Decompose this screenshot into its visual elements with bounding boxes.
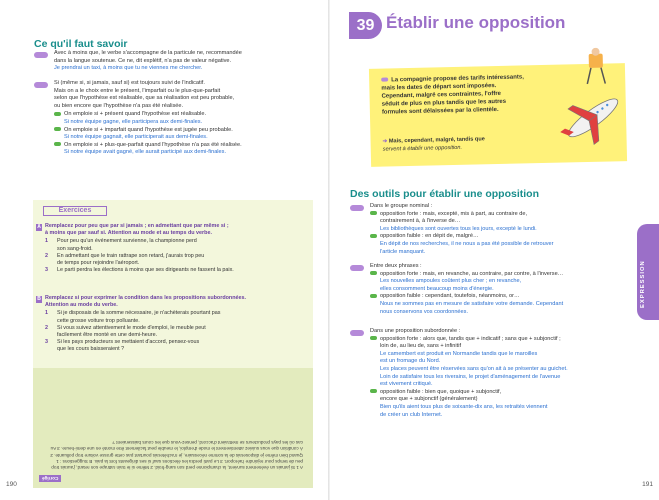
note-line: Mais, cependant, malgré, tandis que <box>388 136 485 145</box>
exercise-item <box>45 339 309 353</box>
exercise-b-instruction: Remplacez si pour exprimer la condition dans les propositions subordonnées. <box>45 295 246 301</box>
page-number-right: 191 <box>642 481 653 488</box>
intro-note <box>383 135 563 154</box>
exercise-b <box>45 295 309 354</box>
text-line: dans la langue soutenue. Ce ne, dit explétif, n'a pas de valeur négative. <box>54 57 232 64</box>
sub-bullet-icon <box>54 142 61 146</box>
text-line: Mais on a le choix entre le présent, l'imparfait ou le plus-que-parfait <box>54 87 221 94</box>
example-present: Si notre équipe gagne, elle participera aux demi-finales. <box>64 118 203 125</box>
paragraph-si-indicatif <box>54 80 316 157</box>
rule-line: opposition faible : bien que, quoique + subjonctif, <box>380 388 502 395</box>
item-text: Le parti perdra les élections à moins que ses dirigeants ne fassent la paix. <box>57 267 234 274</box>
rule-line: opposition faible : en dépit de, malgré… <box>380 233 479 240</box>
bullet-icon <box>34 82 48 88</box>
rule-line: opposition faible : cependant, toutefois, néanmoins, or… <box>380 293 520 300</box>
side-tab-label: EXPRESSION <box>640 260 646 308</box>
example-line: Nous ne sommes pas en mesure de satisfaire votre demande. Cependant <box>380 300 564 307</box>
group-subordonnee <box>370 328 634 419</box>
example-line: Le camembert est produit en Normandie tandis que le maroilles <box>380 350 538 357</box>
item-number: 1 <box>45 238 48 245</box>
sub-bullet-icon <box>54 112 61 116</box>
rule-present: On emploie si + présent quand l'hypothèse est réalisable. <box>64 111 207 118</box>
chapter-title: Établir une opposition <box>386 13 566 32</box>
exercise-a-instruction: Remplacez pour peu que par si jamais ; en admettant que par même si ; <box>45 223 229 229</box>
rule-line: contrairement à, à l'inverse de… <box>380 218 461 225</box>
exercises-title: Exercices <box>43 206 107 216</box>
exercise-a <box>45 223 309 274</box>
arrow-icon: ➔ <box>382 138 388 145</box>
side-tab-expression <box>637 224 659 320</box>
page-number-left: 190 <box>6 481 17 488</box>
group-nominal <box>370 203 632 256</box>
item-text: Pour peu qu'un événement survienne, la championne perd <box>57 238 197 245</box>
text-line: Si (même si, si jamais, sauf si) est toujours suivi de l'indicatif. <box>54 80 205 86</box>
text-line: selon que l'hypothèse est réalisable, que sa réalisation est peu probable, <box>54 95 235 102</box>
bullet-icon <box>34 52 48 58</box>
rule-line: opposition forte : alors que, tandis que + indicatif ; sans que + subjonctif ; <box>380 335 561 342</box>
rule-plus-que-parfait: On emploie si + plus-que-parfait quand l'hypothèse n'a pas été réalisée. <box>64 141 242 148</box>
bullet-icon <box>350 265 364 271</box>
group-deux-phrases <box>370 263 632 316</box>
item-text: facilement être monté en une demi-heure. <box>57 332 158 339</box>
bullet-icon <box>350 205 364 211</box>
item-text: Si je disposais de la somme nécessaire, je n'achèterais pourtant pas <box>57 310 221 317</box>
intro-line: La compagnie propose des tarifs intéressants, <box>391 74 524 84</box>
example-line: est un fromage du Nord. <box>380 358 441 365</box>
example-line: En dépit de nos recherches, il ne nous a pas été possible de retrouver <box>380 240 554 247</box>
item-text: son sang-froid. <box>57 245 93 252</box>
text-line: Avec à moins que, le verbe s'accompagne de la particule ne, recommandée <box>54 50 242 56</box>
sub-bullet-icon <box>54 127 61 131</box>
item-text: Si les pays producteurs se mettaient d'accord, pensez-vous <box>57 339 200 346</box>
bullet-icon <box>381 78 388 82</box>
item-text: de temps pour rejoindre l'aéroport. <box>57 260 140 267</box>
rule-line: encore que + subjonctif (généralement) <box>380 396 478 403</box>
exercise-item <box>45 267 309 274</box>
airplane-illustration <box>559 47 627 158</box>
rule-line: opposition forte : mais, en revanche, au contraire, par contre, à l'inverse… <box>380 270 564 277</box>
item-number: 3 <box>45 339 48 346</box>
item-number: 1 <box>45 310 48 317</box>
right-page <box>330 0 659 500</box>
paragraph-ne-expletif <box>54 50 314 73</box>
example-line: Je prendrai un taxi, à moins que tu ne viennes me chercher. <box>54 65 203 72</box>
group-title: Entre deux phrases : <box>370 263 422 269</box>
group-title: Dans le groupe nominal : <box>370 203 433 209</box>
left-page <box>0 0 329 500</box>
bullet-icon <box>350 330 364 336</box>
item-text: Si vous suivez attentivement le mode d'emploi, le meuble peut <box>57 324 206 331</box>
sub-bullet-icon <box>370 271 377 275</box>
exercise-item <box>45 310 309 324</box>
exercise-a-instruction: à moins que par sauf si. Attention au mode et au temps du verbe. <box>45 230 212 237</box>
exercise-b-instruction: Attention au mode du verbe. <box>45 302 118 309</box>
exercise-a-label: A <box>37 224 41 230</box>
example-line: est vivement critiqué. <box>380 381 433 388</box>
intro-line: Cependant, malgré ces contraintes, l'offre <box>381 90 502 100</box>
intro-text <box>381 73 552 117</box>
item-number: 2 <box>45 324 48 331</box>
example-line: l'article manquant. <box>380 248 426 255</box>
item-text: que les cours baisseraient ? <box>57 346 125 353</box>
item-text: En admettant que le train rattrape son retard, j'aurais trop peu <box>57 252 205 259</box>
exercise-item <box>45 325 309 339</box>
section-title-ce-qu-il-faut-savoir: Ce qu'il faut savoir <box>34 38 128 50</box>
example-plus-que-parfait: Si notre équipe avait gagné, elle aurait participé aux demi-finales. <box>64 149 227 156</box>
example-line: Loin de satisfaire tous les riverains, le projet d'aménagement de l'avenue <box>380 373 561 380</box>
section-title-outils: Des outils pour établir une opposition <box>350 188 540 200</box>
intro-box <box>369 63 627 167</box>
group-title: Dans une proposition subordonnée : <box>370 328 461 334</box>
example-line: Les bibliothèques sont ouvertes tous les jours, excepté le lundi. <box>380 225 537 232</box>
intro-line: formules sont délaissées par la clientèle. <box>381 106 499 116</box>
example-imparfait: Si notre équipe gagnait, elle participerait aux demi-finales. <box>64 134 208 141</box>
text-line: ou bien encore que l'hypothèse n'a pas été réalisée. <box>54 102 184 109</box>
rule-imparfait: On emploie si + imparfait quand l'hypothèse est jugée peu probable. <box>64 126 233 133</box>
sub-bullet-icon <box>370 294 377 298</box>
exercise-b-label: B <box>37 296 41 302</box>
exercise-item <box>45 253 309 267</box>
corrige-badge: Corrigé <box>39 475 61 482</box>
answer-key-text: A 1 Si jamais un événement survient, la championne perd son sang-froid. 2 Même si le train rattrape son retard, j'aurais trop peu de temps pour rejoindre l'aéroport. 3 Le parti perdra les élections sauf si ses dirigeants font la paix. B Suggestions : 1 Quand bien même je disposerais de la somme nécessaire, je n'achèterais pourtant pas cette grosse voiture trop polluante. 2 À condition que vous suiviez attentivement le mode d'emploi, le meuble peut facilement être monté en une demi-heure. 3 Au cas où les pays producteurs se mettraient d'accord, pensez-vous que les cours baisseraient ? <box>50 440 303 470</box>
exercise-item <box>45 238 309 252</box>
example-line: Les places peuvent être réservées sans qu'on ait à se présenter au guichet. <box>380 365 568 372</box>
example-line: Les nouvelles ampoules coûtent plus cher ; en revanche, <box>380 278 522 285</box>
note-line: servent à établir une opposition. <box>382 144 463 153</box>
example-line: nous conservons vos coordonnées. <box>380 308 469 315</box>
sub-bullet-icon <box>370 234 377 238</box>
example-line: de créer un club Internet. <box>380 411 443 418</box>
item-number: 3 <box>45 267 48 274</box>
sub-bullet-icon <box>370 336 377 340</box>
item-number: 2 <box>45 252 48 259</box>
intro-line: séduit de plus en plus tandis que les autres <box>381 98 507 108</box>
sub-bullet-icon <box>370 389 377 393</box>
intro-line: mais les dates de départ sont imposées. <box>381 83 497 92</box>
answer-key-box <box>33 368 313 488</box>
item-text: cette grosse voiture trop polluante. <box>57 317 140 324</box>
rule-line: opposition forte : mais, excepté, mis à part, au contraire de, <box>380 210 528 217</box>
example-line: elles consomment beaucoup moins d'énergie. <box>380 285 494 292</box>
rule-line: loin de, au lieu de, sans + infinitif <box>380 343 462 350</box>
answer-key-area <box>33 368 313 488</box>
sub-bullet-icon <box>370 211 377 215</box>
example-line: Bien qu'ils aient tous plus de soixante-dix ans, les retraités viennent <box>380 403 548 410</box>
chapter-number-badge: 39 <box>349 12 382 39</box>
